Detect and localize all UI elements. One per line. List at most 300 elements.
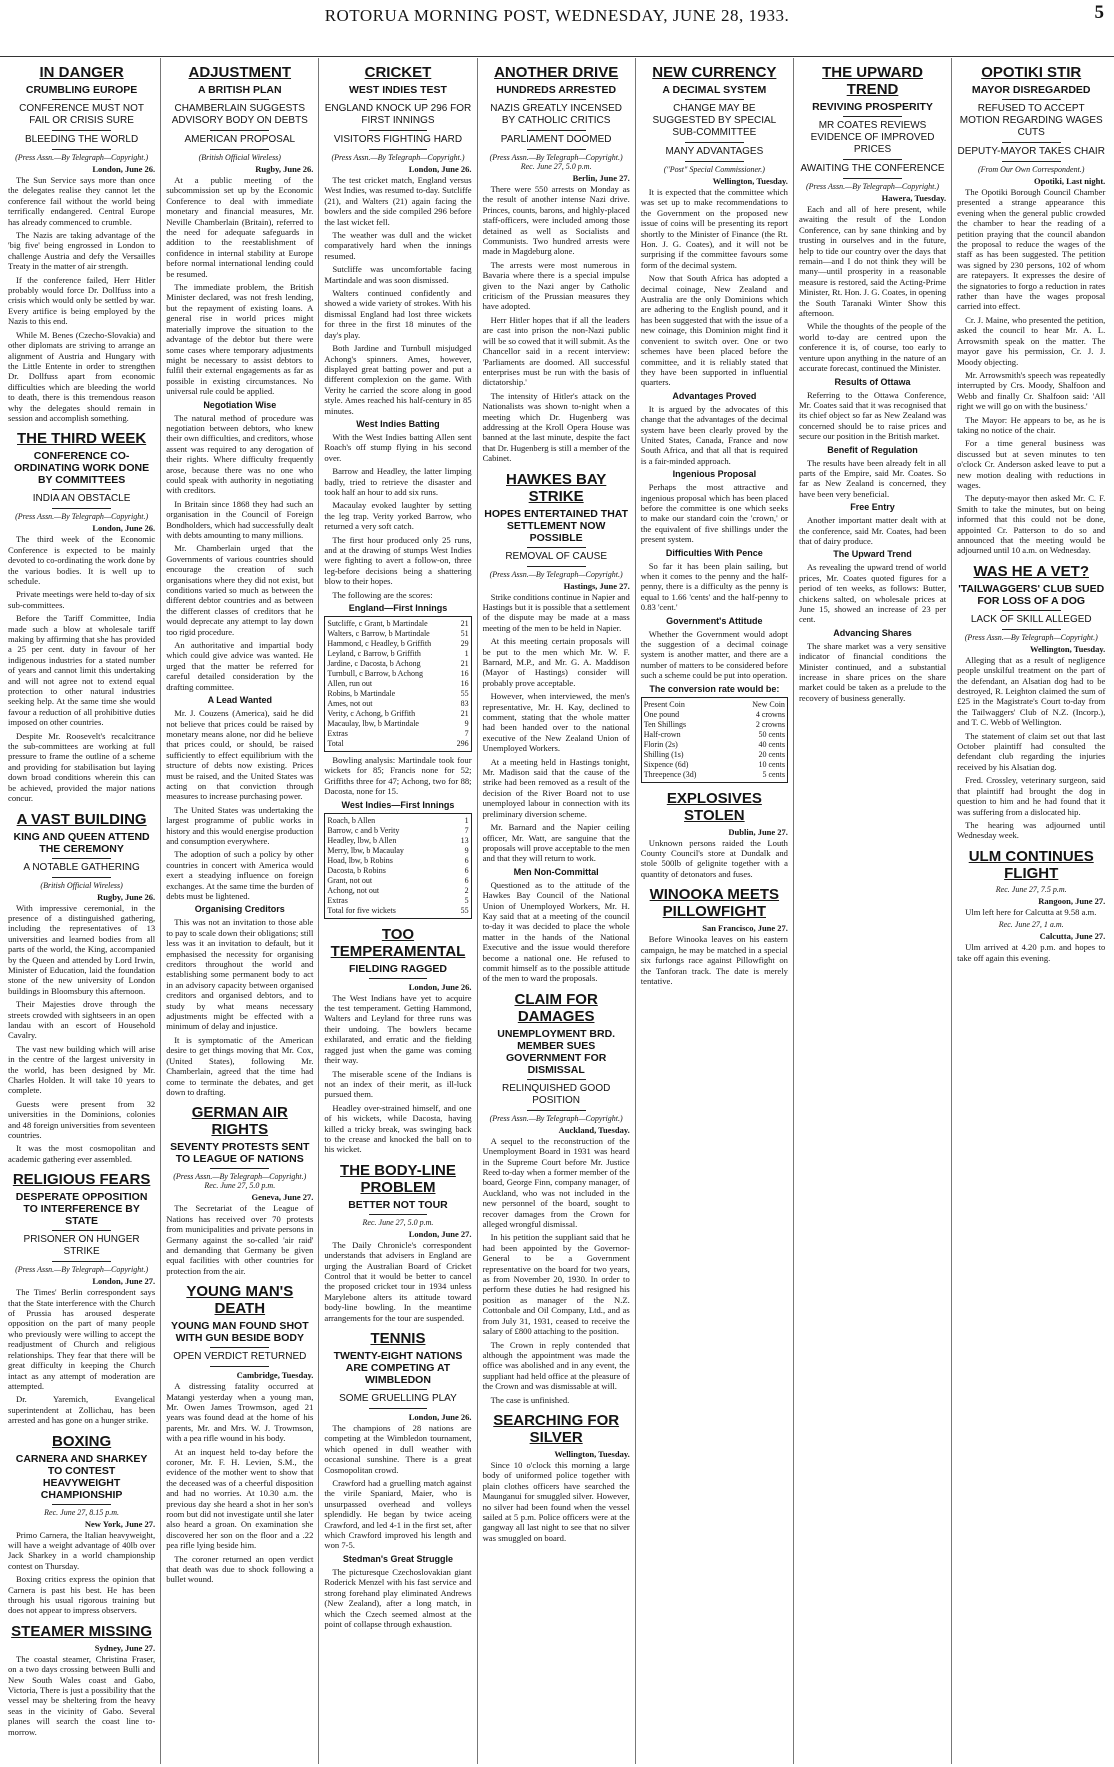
news-story: [8, 64, 155, 423]
news-story: [324, 926, 471, 1155]
news-story: [8, 430, 155, 803]
rule-divider: [527, 547, 586, 548]
table-cell: Walters, c Barrow, b Martindale: [327, 629, 430, 639]
table-cell: Verity, c Achong, b Griffith: [327, 709, 416, 719]
story-subheadline: BLEEDING THE WORLD: [25, 134, 139, 145]
rule-divider: [369, 1389, 428, 1390]
story-paragraph: Bowling analysis: Martindale took four wickets for 85; Francis none for 52; Griffiths three for 47; Achong, two for 88; Dacosta, none for 15.: [324, 755, 472, 797]
story-headline: WAS HE A VET?: [973, 562, 1089, 580]
rule-divider: [843, 159, 902, 160]
rule-divider: [527, 130, 586, 131]
news-story: [641, 790, 788, 880]
table-cell: 296: [456, 739, 469, 749]
table-cell: 2 crowns: [755, 719, 785, 729]
table-row: [644, 730, 785, 740]
story-paragraph: Perhaps the most attractive and ingenious proposal which has been placed before the committee is one which seeks to make our standard coin the 'crown,' or the equivalent of five shillings under the present system.: [640, 482, 788, 545]
story-paragraph: The deputy-mayor then asked Mr. C. F. Smith to take the minutes, but on being informed that this could not be done, appointed Cr. Patterson to do so and announced that the meeting would be adjourned until 10 a.m. on Wednesday.: [957, 493, 1106, 556]
story-subheadline: HUNDREDS ARRESTED: [496, 84, 617, 96]
story-credit: (Press Assn.—By Telegraph—Copyright.): [964, 632, 1098, 642]
table-cell: 21: [460, 619, 469, 629]
story-headline: IN DANGER: [39, 64, 124, 81]
inline-subheading: Benefit of Regulation: [827, 444, 918, 455]
table-title: West Indies—First Innings: [341, 799, 455, 810]
table-cell: 1: [464, 815, 469, 825]
news-story: [324, 1162, 471, 1323]
inline-subheading: Government's Attitude: [666, 615, 763, 626]
news-story: [166, 64, 313, 1097]
story-subheadline: SOME GRUELLING PLAY: [339, 1393, 457, 1404]
table-cell: 6: [464, 855, 469, 865]
story-paragraph: Guests were present from 32 universities in the Dominions, colonies and 48 foreign universities from seventeen countries.: [8, 1098, 156, 1141]
story-paragraph: Strike conditions continue in Napier and Hastings but it is possible that a settlement of the dispute may be made at a mass meeting of the men to be held in Napier.: [482, 591, 630, 633]
story-headline: ULM CONTINUES FLIGHT: [968, 847, 1094, 882]
story-paragraph: Mr. J. Couzens (America), said he did not believe that prices could be raised by monetary means alone, nor did he believe that prices could, or should, be raised sufficiently to effect equilibrium with the structure of debts now existing. Prices must be raised, and the United States was acting on that conviction through measures to increase purchasing power.: [166, 708, 314, 802]
story-headline: WINOOKA MEETS PILLOWFIGHT: [649, 886, 780, 921]
table-cell: 29: [460, 639, 469, 649]
news-column: [636, 58, 794, 1764]
table-cell: Jardine, c Dacosta, b Achong: [327, 659, 421, 669]
news-story: [957, 563, 1105, 841]
rule-divider: [1002, 161, 1061, 162]
table-title: England—First Innings: [348, 603, 448, 614]
story-subheadline: AWAITING THE CONFERENCE: [800, 163, 945, 174]
table-cell: Threepence (3d): [643, 769, 697, 779]
story-subheadline: PRISONER ON HUNGER STRIKE: [23, 1234, 140, 1258]
table-row: [327, 906, 468, 916]
story-paragraph: The vast new building which will arise in the centre of the largest university in the world, has been designed by Mr. Charles Holden. It will take 10 years to complete.: [8, 1043, 156, 1096]
rule-divider: [210, 1347, 269, 1348]
table-cell: Shilling (1s): [643, 749, 684, 759]
story-paragraph: Before the Tariff Committee, India made such a blow at wholesale tariff making by affirming that she has provided a 25 per cent. duty in favour of her indigenous industries for a stated number of years and cannot limit this undertaking and will not agree not to extend equal protection to other natural industries seeking help. At the same time she would favour a reduction of all prohibitive duties imposed on other countries.: [8, 613, 156, 728]
story-dateline: London, June 26.: [92, 523, 156, 534]
table-row: [327, 629, 468, 639]
table-cell: Grant, not out: [327, 875, 373, 885]
table-cell: 9: [464, 845, 469, 855]
rule-divider: [52, 1230, 111, 1231]
table-row: [327, 739, 468, 749]
story-paragraph: It is expected that the committee which was set up to make recommendations to the Government on the proposed new issue of coins will be presenting its report shortly to the Minister of Finance (the Rt. Hon. J. G. Coates), and it will not be surprising if the committee favours some form of the decimal system.: [640, 187, 788, 270]
table-cell: 50 cents: [758, 729, 785, 739]
news-story: [8, 811, 155, 1165]
story-subheadline: OPEN VERDICT RETURNED: [173, 1351, 307, 1363]
story-subheadline: MAYOR DISREGARDED: [971, 84, 1091, 96]
news-story: [483, 1412, 630, 1543]
story-paragraph: The weather was dull and the wicket comparatively hard when the innings resumed.: [324, 230, 472, 261]
story-credit: (Press Assn.—By Telegraph—Copyright.): [15, 512, 149, 522]
table-cell: New Coin: [752, 699, 785, 709]
story-paragraph: With the West Indies batting Allen sent Roach's off stump flying in his second over.: [324, 431, 472, 463]
masthead: [0, 0, 1114, 57]
story-dateline: London, June 27.: [408, 1228, 472, 1239]
story-paragraph: The immediate problem, the British Minister declared, was not fresh lending, but the repayment of existing loans. A general rise in world prices might materially improve the situation to the advantage of the debtor but there were some cases where temporary adjustments might be necessary to assist debtors to fulfil their external engagements as far as possible in existing circumstances. No universal rule could be applied.: [166, 282, 314, 397]
story-dateline: Auckland, Tuesday.: [558, 1124, 630, 1135]
story-subheadline: RELINQUISHED GOOD POSITION: [501, 1082, 611, 1106]
story-paragraph: Macaulay evoked laughter by setting the leg trap. Verity yorked Barrow, who returned a very soft catch.: [324, 500, 472, 532]
story-dateline: Rugby, June 26.: [255, 164, 314, 174]
story-subheadline: PARLIAMENT DOOMED: [500, 134, 612, 145]
table-row: [327, 856, 468, 866]
story-credit: (Press Assn.—By Telegraph—Copyright.): [806, 182, 940, 191]
story-paragraph: It was the most cosmopolitan and academic gathering ever assembled.: [8, 1143, 156, 1164]
story-subheadline: INDIA AN OBSTACLE: [32, 493, 131, 505]
table-cell: 13: [460, 835, 469, 845]
table-row: [327, 699, 468, 709]
table-row: [327, 836, 468, 846]
table-cell: Dacosta, b Robins: [327, 865, 386, 875]
story-paragraph: Sutcliffe was uncomfortable facing Martindale and was soon dismissed.: [324, 264, 472, 285]
story-paragraph: Unknown persons raided the Louth County Council's store at Dundalk and stole 500lb of gelignite together with a quantity of detonators and fuses.: [640, 837, 788, 879]
table-cell: 21: [460, 709, 469, 719]
story-paragraph: So far it has been plain sailing, but when it comes to the penny and the half-penny, there is a difficulty as the penny is equal to 1.66 'cents' and the half-penny to 0.83 'cent.': [640, 560, 788, 613]
story-headline: TENNIS: [370, 1330, 426, 1347]
story-headline: YOUNG MAN'S DEATH: [186, 1283, 294, 1318]
story-credit: Rec. June 27, 1 a.m.: [998, 920, 1064, 930]
table-row: [327, 886, 468, 896]
news-story: [324, 1330, 471, 1629]
rule-divider: [52, 508, 111, 509]
story-paragraph: Questioned as to the attitude of the Hawkes Bay Council of the National Union of Unemployed Workers, Mr. H. Kay said that at a meeting of the council to-day it was decided to place the whole matter in the hands of the National Executive and the issue would therefore become a national one. He refused to commit himself as to the possible attitude of the men to ward the proposals.: [482, 879, 630, 984]
story-paragraph: The first hour produced only 25 runs, and at the drawing of stumps West Indies were fighting to avert a follow-on, three leg-before decisions being a shattering blow to their hopes.: [324, 534, 472, 587]
rule-divider: [52, 877, 111, 878]
story-paragraph: Ulm arrived at 4.20 p.m. and hopes to take off again this evening.: [957, 942, 1106, 963]
news-story: [799, 64, 946, 703]
story-dateline: Wellington, Tuesday.: [554, 1448, 630, 1459]
news-story: [166, 1283, 313, 1585]
rule-divider: [843, 116, 902, 117]
story-headline: STEAMER MISSING: [11, 1622, 153, 1640]
story-headline: CRICKET: [364, 64, 432, 81]
story-paragraph: The test cricket match, England versus West Indies, was resumed to-day. Sutcliffe (21), and Walters (21) again facing the bowlers and the side compiled 296 before the last wicket fell.: [324, 175, 472, 227]
story-dateline: Wellington, Tuesday.: [712, 176, 788, 186]
table-row: [327, 866, 468, 876]
story-subheadline: BETTER NOT TOUR: [348, 1198, 448, 1211]
story-subheadline: UNEMPLOYMENT BRD. MEMBER SUES GOVERNMENT FOR DISMISSAL: [497, 1027, 616, 1076]
table-row: [327, 659, 468, 669]
story-subheadline: A BRITISH PLAN: [197, 84, 282, 96]
rule-divider: [52, 130, 111, 131]
story-paragraph: While M. Benes (Czecho-Slovakia) and other diplomats are striving to arrange an alignment of Austria and Hungary with the Little Entente in order to strengthen Dr. Dollfuss apart from economic difficulties which are bleeding the world to death, there is this tremendous reason why the delegates should remain in session and accomplish something.: [8, 329, 156, 423]
news-column: [478, 58, 636, 1764]
story-paragraph: There were 550 arrests on Monday as the result of another intense Nazi drive. Princes, counts, barons, and highly-placed staff-officers, were included among those detained as well as Socialists and Communists. Two hundred arrests were made in Magdeburg alone.: [482, 184, 630, 257]
story-dateline: London, June 26.: [92, 164, 156, 174]
story-paragraph: This was not an invitation to those able to pay to scale down their obligations; still less was it an invitation to default, but it emphasised the necessity for organising creditors throughout the world and establishing some permanent body to act in an advisory capacity between organised creditors and organised debtors, and to study by what means necessary adjustments might be effected with a minimum of delay and injustice.: [166, 917, 314, 1032]
story-headline: ANOTHER DRIVE: [494, 64, 619, 81]
story-credit: (From Our Own Correspondent.): [977, 165, 1085, 174]
table-row: [644, 700, 785, 710]
newspaper-title: ROTORUA MORNING POST, WEDNESDAY, JUNE 28, 1933.: [324, 6, 790, 25]
story-credit: (Press Assn.—By Telegraph—Copyright.): [331, 153, 465, 162]
table-cell: 7: [464, 729, 469, 739]
table-row: [644, 720, 785, 730]
story-credit: (Press Assn.—By Telegraph—Copyright.) Rec. June 27, 5.0 p.m.: [173, 1172, 307, 1191]
story-subheadline: ENGLAND KNOCK UP 296 FOR FIRST INNINGS: [324, 103, 472, 126]
news-column: [794, 58, 952, 1764]
story-dateline: Calcutta, June 27.: [1039, 931, 1106, 942]
news-story: [641, 886, 788, 986]
story-subheadline: FIELDING RAGGED: [348, 962, 447, 975]
table-row: [327, 689, 468, 699]
news-story: [8, 1171, 155, 1425]
story-paragraph: In his petition the suppliant said that he had been appointed by the Governor-General to be a Government representative on the board for two years, as from November 20, 1930. In order to perform these duties he had resigned his position as manager of the N.Z. Cottonbale and Oil Company, Ltd., and as from July 31, 1931, ceased to receive the salary of £800 attaching to the position.: [482, 1232, 630, 1337]
table-cell: 16: [460, 679, 469, 689]
table-row: [327, 649, 468, 659]
story-dateline: Rugby, June 26.: [97, 891, 156, 902]
table-row: [327, 719, 468, 729]
table-cell: One pound: [643, 709, 680, 719]
story-paragraph: At an inquest held to-day before the coroner, Mr. F. H. Levien, S.M., the evidence of the mother went to show that the deceased was of a cheerful disposition and had no worries. At 10.30 a.m. the previous day she heard a shot in her son's room but did not investigate until she later also heard a groan. On examination she discovered her son on the floor and a .22 pea rifle lying beside him.: [166, 1446, 314, 1551]
story-paragraph: Mr. Chamberlain urged that the Governments of various countries should encourage the creation of such organisations where they did not exist, but conditions varied so much as between the different debtor countries and as between the different classes of creditors that he would deprecate any attempt to lay down too rigid procedure.: [166, 543, 314, 637]
score-table: [641, 697, 788, 783]
rule-divider: [52, 149, 111, 150]
story-paragraph: Before Winooka leaves on his eastern campaign, he may be matched in a special six furlongs race against Pillowfight on the Tanforan track. The date is merely tentative.: [640, 934, 788, 986]
table-row: [327, 896, 468, 906]
story-paragraph: The Opotiki Borough Council Chamber presented a strange appearance this evening when the general public crowded the chamber to hear the reading of a petition praying that the council abandon the proposal to reduce the wages of the staff as has been suggested. The petition was signed by 230 persons, 102 of whom are ratepayers. It expresses the desire of the signatories to forgo a reduction in rates rather than have the wages proposal carried into effect.: [957, 187, 1106, 312]
story-subheadline: NAZIS GREATLY INCENSED BY CATHOLIC CRITICS: [490, 103, 622, 126]
story-subheadline: MANY ADVANTAGES: [665, 146, 764, 157]
story-paragraph: As revealing the upward trend of world prices, Mr. Coates quoted figures for a period of ten weeks, as follows: Butter, chickens salted, on wholesale prices at June 15, showed an increase of 23 per cent.: [798, 562, 947, 625]
story-headline: SEARCHING FOR SILVER: [493, 1411, 620, 1446]
news-column: [3, 58, 161, 1764]
news-story: [8, 1623, 155, 1737]
news-story: [641, 64, 788, 783]
story-paragraph: The Times' Berlin correspondent says that the State interference with the Church of Prussia has aroused desperate opposition on the part of many people who previously were willing to accept the readjustment of Church and religious relationships. They fear that there will be great difficulty in keeping the Church intact as any attempt of moderation are attempted.: [8, 1287, 156, 1391]
story-subheadline: A DECIMAL SYSTEM: [662, 84, 767, 96]
story-credit: (Press Assn.—By Telegraph—Copyright.): [489, 1113, 623, 1123]
story-paragraph: Boxing critics express the opinion that Carnera is past his best. He has been through his usual rigorous training but does not appear to impress observers.: [8, 1574, 156, 1616]
story-subheadline: CONFERENCE MUST NOT FAIL OR CRISIS SURE: [19, 103, 144, 126]
inline-subheading: Ingenious Proposal: [672, 469, 757, 480]
news-story: [324, 64, 471, 919]
story-paragraph: With impressive ceremonial, in the presence of a distinguished gathering, including the representatives of 13 universities and learned bodies from all parts of the world, the King, accompanied by the Queen and attended by Lord Irwin, Minister of Education, laid the foundation stone of the new university of London buildings in Bloomsbury this afternoon.: [8, 902, 156, 996]
table-cell: Achong, not out: [327, 885, 380, 895]
table-row: [327, 679, 468, 689]
story-paragraph: At a public meeting of the subcommission set up by the Economic Conference to deal with immediate monetary and financial measures, Mr. Neville Chamberlain (Britain), referred to the need for adequate safeguards in addition to the reestablishment of confidence in internal stability at Europe before normal international lending could be resumed.: [166, 175, 314, 279]
story-paragraph: The adoption of such a policy by other countries in concert with America would exert a steadying influence on foreign exchanges. At the same time the burden of debts must be lightened.: [166, 849, 314, 901]
rule-divider: [527, 99, 586, 100]
story-paragraph: The Mayor: He appears to be, as he is taking no notice of the chair.: [957, 414, 1106, 435]
story-paragraph: However, when interviewed, the men's representative, Mr. H. Kay, declined to comment, stating that the whole matter had been handed over to the national executive of the New Zealand Union of Unemployed Workers.: [482, 691, 630, 754]
table-cell: 7: [464, 825, 469, 835]
story-paragraph: Despite Mr. Roosevelt's recalcitrance the sub-committees are working at full pressure to frame the outline of a scheme and providing for stabilisation but laying down broad conditions wherein this can be achieved, provided the major nations concur.: [8, 730, 156, 804]
table-cell: Roach, b Allen: [327, 815, 376, 825]
story-subheadline: CRUMBLING EUROPE: [25, 84, 138, 96]
table-cell: Half-crown: [643, 729, 681, 739]
story-subheadline: REMOVAL OF CAUSE: [505, 550, 607, 562]
story-dateline: London, June 26.: [408, 1412, 472, 1422]
table-cell: Total: [327, 739, 344, 749]
table-cell: Headley, lbw, b Allen: [327, 835, 397, 845]
rule-divider: [369, 130, 428, 131]
table-cell: Hammond, c Headley, b Griffith: [327, 639, 432, 649]
story-paragraph: Private meetings were held to-day of six sub-committees.: [8, 589, 156, 610]
rule-divider: [685, 142, 744, 143]
table-cell: 55: [460, 905, 469, 915]
rule-divider: [52, 858, 111, 859]
story-paragraph: The share market was a very sensitive indicator of financial conditions the Minister continued, and a substantial increase in share prices on the share market could be taken as a prelude to the recovery of business generally.: [798, 640, 947, 703]
rule-divider: [210, 1366, 269, 1367]
story-paragraph: The United States was undertaking the largest programme of public works in history and this would energise production and consumption everywhere.: [166, 804, 314, 846]
story-subheadline: DESPERATE OPPOSITION TO INTERFERENCE BY STATE: [15, 1191, 148, 1228]
news-column: [161, 58, 319, 1764]
story-credit: (Press Assn.—By Telegraph—Copyright.): [15, 1265, 149, 1275]
story-paragraph: Both Jardine and Turnbull misjudged Achong's spinners. Ames, however, displayed great batting power and put a different complexion on the game. With Verity he carried the score along in good style. Ames reached his half-century in 85 minutes.: [324, 343, 472, 416]
story-paragraph: A sequel to the reconstruction of the Unemployment Board in 1931 was heard in the Supreme Court before Mr. Justice Reed to-day when a former member of the board, George Finn, company manager, of Auckland, who was not included in the new personnel of the board, sought to recover damages from the Crown for alleged wrongful dismissal.: [482, 1135, 630, 1230]
table-cell: Extras: [327, 895, 348, 905]
story-paragraph: The Secretariat of the League of Nations has received over 70 protests from municipalities and private persons in Germany against the so-called 'air raid' and demanding that Germany be given equal facilities with other countries for protection from the air.: [166, 1203, 314, 1276]
story-credit: (Press Assn.—By Telegraph—Copyright.) Rec. June 27, 5.0 p.m.: [489, 153, 623, 171]
story-dateline: London, June 27.: [92, 1276, 156, 1287]
story-paragraph: The coastal steamer, Christina Fraser, on a two days crossing between Bulli and New South Wales coast and Gabo, Victoria, There is just a possibility that the vessel may be sheltering from the heavy seas in the vicinity of Gabo. Several planes will search the coast line to-morrow.: [8, 1653, 156, 1737]
story-paragraph: Crawford had a gruelling match against the virile Spaniard, Maier, who is unsurpassed overhead and volleys splendidly. He began by twice aceing Crawford, and led 4-1 in the first set, after which Crawford improved his length and won 7-5.: [324, 1478, 472, 1551]
story-paragraph: The coroner returned an open verdict that death was due to shock following a bullet wound.: [166, 1553, 314, 1585]
story-subheadline: WEST INDIES TEST: [348, 84, 447, 96]
rule-divider: [843, 178, 902, 179]
story-credit: Rec. June 27, 8.15 p.m.: [44, 1507, 120, 1517]
story-subheadline: AMERICAN PROPOSAL: [184, 134, 296, 145]
rule-divider: [527, 566, 586, 567]
story-paragraph: Cr. J. Maine, who presented the petition, asked the council to hear Mr. A. L. Arrowsmith speak on the matter. The mayor gave his permission, Cr. J. J. Moody objecting.: [957, 314, 1106, 367]
story-subheadline: CHANGE MAY BE SUGGESTED BY SPECIAL SUB-COMMITTEE: [652, 103, 777, 138]
story-paragraph: The third week of the Economic Conference is expected to be mainly devoted to co-ordinating the work done by the various bodies. It is well up to schedule.: [8, 534, 156, 586]
story-paragraph: Now that South Africa has adopted a decimal coinage, New Zealand and Australia are the only Dominions which are adhering to the English pound, and it has been suggested that with the issue of a new coinage, this Dominion might find it convenient to switch over. One or two schemes have been placed before the committee, and it is reliably stated that they have been supported in influential quarters.: [640, 273, 788, 388]
page-number: 5: [1094, 2, 1104, 23]
story-paragraph: Another important matter dealt with at the conference, said Mr. Coates, had been that of dairy produce.: [798, 515, 947, 546]
story-headline: EXPLOSIVES STOLEN: [666, 789, 762, 824]
story-paragraph: The champions of 28 nations are competing at the Wimbledon tournament, which opened in dull weather with occasional sunshine. There is a great Cosmopolitan crowd.: [324, 1423, 472, 1475]
story-paragraph: Since 10 o'clock this morning a large body of uniformed police together with plain clothes officers have searched the Maunganui for smuggled silver. However, no silver had been found when the vessel sailed at 5 p.m. Police officers were at the gangway all last night to see that no silver was smuggled on board.: [482, 1459, 630, 1543]
story-headline: TOO TEMPERAMENTAL: [330, 925, 466, 960]
story-dateline: London, June 26.: [408, 981, 472, 992]
table-row: [644, 710, 785, 720]
story-paragraph: If the conference failed, Herr Hitler probably would force Dr. Dollfuss into a crisis which would only be settled by war. Every artifice is being employed by the Nazis to this end.: [8, 274, 156, 327]
news-story: [957, 64, 1105, 556]
story-paragraph: Headley over-strained himself, and one of his wickets, while Dacosta, having killed a tricky break, was swinging back to the crease and knocked the ball on to his wicket.: [324, 1102, 472, 1155]
inline-subheading: Stedman's Great Struggle: [342, 1553, 454, 1564]
story-paragraph: The Crown in reply contended that although the appointment was made the office was abolished and in any event, the suppliant had held office at the pleasure of the Crown and was dismissable at will.: [482, 1339, 630, 1392]
table-title: The conversion rate would be:: [649, 683, 780, 694]
rule-divider: [210, 99, 269, 100]
story-paragraph: Barrow and Headley, the latter limping badly, tried to retrieve the disaster and took half an hour to add six runs.: [324, 466, 472, 497]
news-column: [319, 58, 477, 1764]
table-cell: 9: [464, 719, 469, 729]
story-paragraph: Referring to the Ottawa Conference, Mr. Coates said that it was recognised that its chief object so far as New Zealand was concerned should be to raise prices and secure our position in the British market.: [798, 389, 947, 442]
news-story: [957, 848, 1105, 963]
rule-divider: [527, 149, 586, 150]
story-paragraph: Mr. Arrowsmith's speech was repeatedly interrupted by Crs. Moody, Shalfoon and Webb and finally Cr. Shalfoon said: 'All right we will go on with the business.': [957, 369, 1106, 412]
table-row: [327, 816, 468, 826]
table-row: [644, 760, 785, 770]
rule-divider: [52, 489, 111, 490]
story-subheadline: CHAMBERLAIN SUGGESTS ADVISORY BODY ON DEBTS: [171, 103, 308, 126]
story-subheadline: REFUSED TO ACCEPT MOTION REGARDING WAGES CUTS: [959, 103, 1103, 138]
story-headline: HAWKES BAY STRIKE: [506, 470, 607, 505]
story-paragraph: Ulm left here for Calcutta at 9.58 a.m.: [965, 906, 1097, 917]
story-paragraph: The following are the scores:: [332, 589, 433, 600]
story-subheadline: YOUNG MAN FOUND SHOT WITH GUN BESIDE BODY: [170, 1320, 309, 1345]
table-cell: Hoad, lbw, b Robins: [327, 855, 393, 865]
story-subheadline: TWENTY-EIGHT NATIONS ARE COMPETING AT WIMBLEDON: [333, 1350, 463, 1386]
story-credit: Rec. June 27, 5.0 p.m.: [362, 1217, 434, 1227]
table-cell: 1: [464, 649, 469, 659]
table-row: [327, 709, 468, 719]
table-cell: Florin (2s): [643, 739, 678, 749]
story-paragraph: It is symptomatic of the American desire to get things moving that Mr. Cox, (United States), following Mr. Chamberlain, agreed that the time had come to terminate the debates, and get down to drafting.: [166, 1034, 314, 1097]
story-subheadline: SEVENTY PROTESTS SENT TO LEAGUE OF NATIONS: [170, 1141, 310, 1166]
story-paragraph: Alleging that as a result of negligence people unskilful treatment on the part of the defendant, an Alsatian dog had to be destroyed, R. Leighton claimed the sum of £25 in the Magistrate's Court to-day from the Tailwaggers' Club of N.Z. (Incorp.), and T. C. Webb of Wellington.: [957, 654, 1106, 728]
story-paragraph: The statement of claim set out that last October plaintiff had consulted the defendant club regarding the injuries received by his Alsatian dog.: [957, 730, 1106, 772]
story-paragraph: For a time general business was discussed but at seven minutes to ten o'clock Cr. Anderson asked leave to put a new motion dealing with reductions in wages.: [957, 438, 1106, 490]
table-cell: 5 cents: [762, 769, 785, 779]
table-cell: Sixpence (6d): [643, 759, 689, 769]
story-credit: (British Official Wireless): [198, 153, 281, 162]
inline-subheading: Men Non-Committal: [513, 866, 599, 877]
story-subheadline: VISITORS FIGHTING HARD: [333, 134, 463, 145]
table-cell: 83: [460, 699, 469, 709]
table-cell: Sutcliffe, c Grant, b Martindale: [327, 619, 428, 629]
news-story: [8, 1433, 155, 1616]
table-row: [327, 639, 468, 649]
rule-divider: [369, 1214, 428, 1215]
inline-subheading: Results of Ottawa: [834, 376, 911, 387]
table-row: [327, 876, 468, 886]
story-paragraph: At this meeting certain proposals will be put to the men which Mr. W. F. Barnard, M.P., and Mr. G. A. Maddison (Mayor of Hastings) consider will probably prove acceptable.: [482, 636, 630, 688]
inline-subheading: Difficulties With Pence: [665, 547, 763, 558]
story-paragraph: A distressing fatality occurred at Matangi yesterday when a young man, Mr. Owen James Trowmson, aged 21 years was found dead at the home of his parents, Mr. and Mrs. W. J. Trowmson, with a pea rifle wound in his body.: [166, 1381, 314, 1444]
score-table: [324, 616, 471, 752]
table-cell: Merry, lbw, b Macaulay: [327, 845, 404, 855]
story-headline: OPOTIKI STIR: [981, 64, 1082, 81]
rule-divider: [369, 149, 428, 150]
story-dateline: San Francisco, June 27.: [702, 923, 788, 934]
story-paragraph: Primo Carnera, the Italian heavyweight, will have a weight advantage of 40lb over Jack Sharkey in a world championship contest on Thursday.: [8, 1529, 156, 1571]
rule-divider: [210, 149, 269, 150]
table-row: [644, 770, 785, 780]
table-row: [327, 846, 468, 856]
table-cell: Turnbull, c Barrow, b Achong: [327, 669, 423, 679]
story-paragraph: Mr. Barnard and the Napier ceiling officer, Mr. Watt, are sanguine that the proposals will prove acceptable to the men and that they will return to work.: [482, 822, 630, 864]
table-cell: Leyland, c Barrow, b Griffith: [327, 649, 421, 659]
table-cell: Total for five wickets: [327, 905, 396, 915]
story-paragraph: The Sun Service says more than once the delegates realise they cannot let the conference fail without the world being terrifically endangered. Central Europe has already commenced to crumble.: [8, 175, 156, 227]
table-cell: 55: [460, 689, 469, 699]
table-cell: 16: [460, 669, 469, 679]
story-headline: NEW CURRENCY: [652, 64, 777, 81]
table-cell: Robins, b Martindale: [327, 689, 396, 699]
story-paragraph: The natural method of procedure was negotiation between debtors, who knew their own difficulties, and creditors, whose assent was required to any derogation of their rights. Where difficulty frequently arose, because there was no one who could speak with authority in negotiating with creditors.: [166, 412, 314, 496]
story-paragraph: The case is unfinished.: [490, 1394, 570, 1405]
story-headline: THE THIRD WEEK: [17, 430, 147, 448]
inline-subheading: Advantages Proved: [672, 390, 757, 401]
inline-subheading: A Lead Wanted: [207, 695, 272, 706]
story-dateline: Hastings, June 27.: [563, 580, 630, 591]
table-cell: 10 cents: [758, 759, 785, 769]
table-cell: 6: [464, 875, 469, 885]
story-paragraph: Whether the Government would adopt the suggestion of a decimal coinage system is another matter, and there are a number of matters to be considered before such a scheme could be put into operation.: [640, 628, 788, 681]
story-paragraph: Their Majesties drove through the streets crowded with sightseers in an open landau with an escort of Household Cavalry.: [8, 999, 156, 1041]
story-headline: CLAIM FOR DAMAGES: [514, 990, 598, 1025]
story-subheadline: CARNERA AND SHARKEY TO CONTEST HEAVYWEIGHT CHAMPIONSHIP: [15, 1452, 148, 1501]
story-paragraph: In Britain since 1868 they had such an organisation in the Council of Foreign Bondholders, which had successfully dealt with debts amounting to many millions.: [166, 498, 314, 540]
story-paragraph: The intensity of Hitler's attack on the Nationalists was shown to-night when a meeting which Dr. Hugenberg was addressing at the Kroll Opera House was banned at the last minute, despite the fact that Dr. Hugenberg is still a member of the Cabinet.: [482, 390, 630, 464]
rule-divider: [1002, 610, 1061, 611]
inline-subheading: Advancing Shares: [833, 627, 912, 638]
story-headline: A VAST BUILDING: [16, 810, 147, 828]
story-subheadline: REVIVING PROSPERITY: [812, 101, 933, 113]
story-paragraph: The Daily Chronicle's correspondent understands that advisers in England are urging the Australian Board of Cricket Control that it would be better to cancel the proposed cricket tour in 1934 unless Marylebone alters its attitude toward body-line bowling. In the meantime arrangements for the tour are suspended.: [324, 1239, 472, 1323]
table-cell: 4 crowns: [755, 709, 785, 719]
table-cell: 2: [464, 885, 469, 895]
story-paragraph: It is argued by the advocates of this change that the advantages of the decimal system have been clearly proved by the United States, Canada, France and now South Africa, and that all that is required is a fair-minded approach.: [640, 403, 788, 466]
